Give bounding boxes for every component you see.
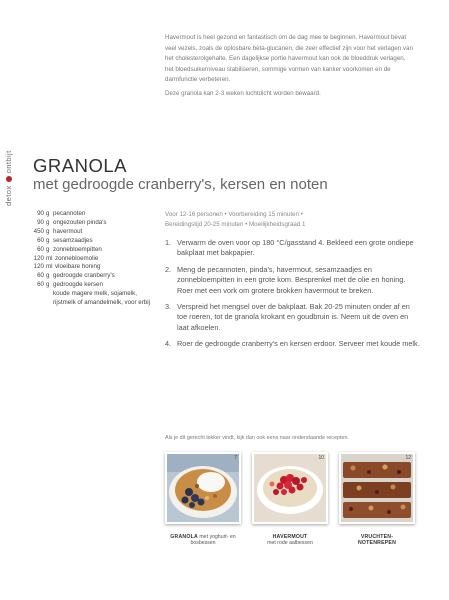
method-steps — [165, 238, 420, 356]
related-intro: Als je dit gerecht lekker vindt, kijk dan ook eens naar onderstaande recepten. — [165, 435, 349, 441]
recipe-meta-line-1: Voor 12-16 personen • Voorbereiding 15 minuten • — [165, 211, 303, 218]
related-caption-havermout[interactable] — [250, 534, 330, 547]
recipe-meta-line-2: Bereidingstijd 20-25 minuten • Moeilijkheidsgraad 1 — [165, 221, 306, 229]
related-recipe-thumb-granola[interactable] — [165, 452, 241, 524]
related-page-number: 7 — [234, 455, 237, 461]
related-caption-detail: met yoghurt- en bosbessen — [190, 534, 236, 547]
related-caption-title-2: NOTENREPEN — [357, 540, 397, 547]
notenrepen-image — [341, 454, 413, 522]
havermout-bowl-image — [254, 454, 326, 522]
related-page-number: 12 — [405, 455, 411, 461]
method-step: 4. Roer de gedroogde cranberry's en kersen erdoor. Serveer met koude melk. — [165, 339, 420, 349]
ingredient-item: 60 g gedroogde kersen — [37, 281, 103, 289]
ingredient-item: 120 ml vloeibare honing — [33, 263, 101, 271]
ingredient-item: 120 ml zonnebloemolie — [33, 254, 99, 262]
section-label-ontbijt: ontbijt — [4, 150, 13, 174]
granola-bowl-image — [167, 454, 239, 522]
ingredient-note: koude magere melk, sojamelk, rijstmelk of amandelmelk, voor erbij — [53, 290, 150, 307]
intro-paragraph-2: Deze granola kan 2-3 weken luchtdicht worden bewaard. — [165, 89, 321, 97]
intro-paragraph-1: Havermout is heel gezond en fantastisch om de dag mee te beginnen. Havermout bevat veel vezels, zoals de oplosbare bèta-glucanen, die zeer effectief zijn voor het verlagen van het cholesterolgehalte. Een dagelijkse portie havermout kan ook de bloeddruk verlagen, het bloedsuikerniveau stabiliseren, sommige vormen van kanker voorkomen en de darmfunctie verbeteren. — [165, 34, 413, 84]
intro-text — [165, 33, 413, 103]
method-step: 1. Verwarm de oven voor op 180 °C/gasstand 4. Bekleed een grote ondiepe bakplaat met bakpapier. — [165, 238, 414, 258]
ingredient-item: 60 g sesamzaadjes — [37, 236, 93, 244]
section-label — [4, 150, 13, 206]
related-caption-title: GRANOLA — [170, 534, 198, 540]
ingredient-item: 90 g ongezouten pinda's — [37, 218, 107, 226]
recipe-title-block — [33, 156, 328, 194]
section-label-detox: detox — [4, 185, 13, 206]
method-step: 3. Verspreid het mengsel over de bakplaat. Bak 20-25 minuten onder af en toe roeren, tot de granola krokant en goudbruin is. Neem uit de oven en laat afkoelen. — [165, 302, 410, 332]
ingredient-list — [33, 210, 159, 308]
related-page-number: 10 — [318, 455, 324, 461]
ingredient-item: 450 g havermout — [33, 227, 83, 235]
related-caption-title: HAVERMOUT — [272, 534, 308, 540]
recipe-title: GRANOLA — [33, 155, 127, 176]
related-caption-title: VRUCHTEN- — [360, 534, 394, 540]
related-recipe-thumb-havermout[interactable] — [252, 452, 328, 524]
related-recipe-thumb-repen[interactable] — [339, 452, 415, 524]
related-caption-granola[interactable] — [163, 534, 243, 547]
ingredient-item: 90 g pecannoten — [37, 210, 86, 217]
related-caption-repen[interactable] — [337, 534, 417, 547]
related-caption-detail: met rode aalbessen — [267, 540, 313, 547]
ingredient-item: 60 g gedroogde cranberry's — [37, 272, 115, 280]
recipe-meta — [165, 210, 425, 230]
section-dot-icon — [6, 176, 12, 182]
method-step: 2. Meng de pecannoten, pinda's, havermout, sesamzaadjes en zonnebloempitten in een grote kom. Besprenkel met de olie en honing. Roer met een vork om grotere brokken havermout te breken. — [165, 264, 406, 295]
recipe-subtitle: met gedroogde cranberry's, kersen en noten — [33, 176, 328, 193]
ingredient-item: 60 g zonnebloempitten — [37, 245, 102, 253]
